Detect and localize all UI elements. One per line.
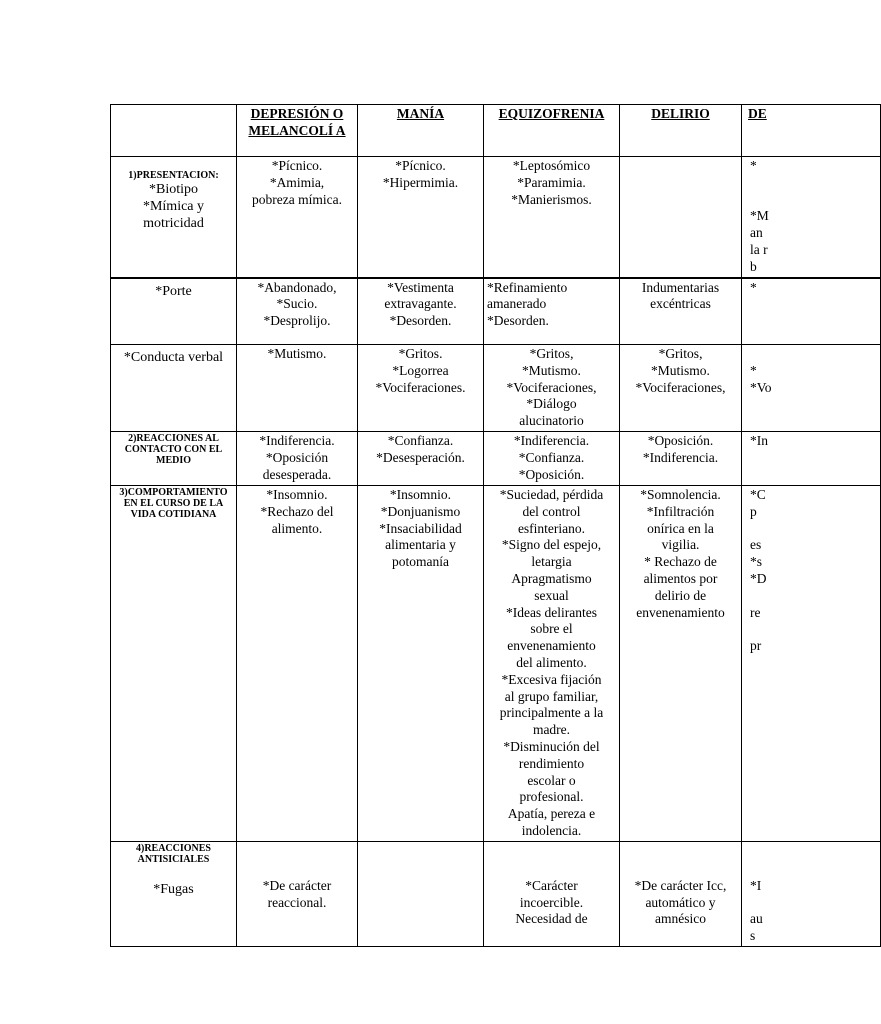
table-cell (620, 157, 742, 278)
cell-line: *Oposición (265, 449, 329, 465)
row-label-cell (111, 278, 237, 345)
header-row (111, 105, 881, 157)
cell-line: esfinteriano. (517, 520, 586, 536)
cell-line (750, 621, 877, 638)
table-cell (237, 432, 358, 486)
cell-line: *Desesperación. (376, 449, 465, 465)
header-corner (111, 105, 237, 157)
cell-line: * (750, 279, 757, 295)
cell-line: au (750, 911, 763, 927)
cell-line: *Excesiva fijación (501, 671, 602, 687)
cell-line: *Suciedad, pérdida (499, 487, 604, 503)
row-label-cell (111, 486, 237, 842)
cell-line: *De carácter (262, 877, 332, 893)
cell-line: envenenamiento (636, 604, 725, 620)
cell-line: pobreza mímica. (252, 191, 342, 207)
cell-line: *Rechazo del (260, 503, 334, 519)
cell-line (750, 175, 877, 192)
table-cell (620, 432, 742, 486)
cell-line: *Carácter (525, 877, 578, 893)
cell-line: *Vociferaciones. (375, 379, 466, 395)
cell-line: *Insaciabilidad (379, 520, 462, 536)
cell-line: profesional. (519, 789, 584, 805)
cell-line: automático y (645, 894, 716, 910)
cell-line: *Donjuanismo (380, 503, 461, 519)
cell-line: re (750, 604, 761, 620)
cell-line: *Refinamiento (487, 279, 568, 295)
cell-line: *Pícnico. (271, 158, 323, 173)
table-cell (484, 157, 620, 278)
cell-line: escolar o (527, 772, 576, 788)
cell-line: *Mutismo. (651, 362, 710, 378)
cell-line: alimentaria y (385, 537, 456, 553)
cell-line: sexual (534, 587, 569, 603)
cell-line: Indumentarias (641, 279, 720, 295)
cell-line: *Indiferencia. (513, 433, 590, 449)
table-cell (484, 841, 620, 946)
cell-line: *Indiferencia. (642, 449, 719, 465)
table-row (111, 432, 881, 486)
table-cell (358, 278, 484, 345)
cell-line: * Rechazo de (644, 554, 717, 570)
table-cell (237, 278, 358, 345)
cell-line: alucinatorio (519, 413, 584, 429)
cell-line: delirio de (654, 587, 707, 603)
cell-line: Necesidad de (515, 911, 588, 927)
cell-line (750, 521, 877, 538)
cell-line: *Mutismo. (267, 346, 327, 362)
row-label: *Conducta verbal (123, 350, 224, 366)
table-cell (358, 486, 484, 842)
table-row (111, 841, 881, 946)
section-title: 3)COMPORTAMIENTO EN EL CURSO DE LA VIDA COTIDIANA (119, 487, 228, 521)
table-row (111, 486, 881, 842)
table-cell (620, 345, 742, 432)
cell-line: s (750, 928, 756, 944)
table-cell (484, 432, 620, 486)
cell-line: alimentos por (643, 571, 718, 587)
section-title: 4)REACCIONES ANTISICIALES (135, 842, 211, 865)
table-row (111, 345, 881, 432)
cell-line: *Hipermimia. (382, 174, 459, 190)
cell-line: sobre el (530, 621, 573, 637)
table-cell (620, 486, 742, 842)
cell-line: *M (750, 208, 769, 224)
cell-line: *Gritos. (398, 346, 443, 362)
cell-line: *I (750, 877, 762, 893)
table-cell (742, 345, 881, 432)
cell-line: amnésico (655, 911, 706, 927)
cell-line (750, 346, 877, 363)
header-delirio: DELIRIO (620, 105, 742, 157)
header-mania: MANÍA (358, 105, 484, 157)
table-cell (742, 841, 881, 946)
cell-line: *Desprolijo. (263, 313, 331, 329)
table-cell (742, 486, 881, 842)
cell-line: b (750, 258, 757, 274)
cell-line: alimento. (271, 520, 323, 536)
table-cell (742, 278, 881, 345)
cell-line: *Confianza. (518, 449, 585, 465)
cell-line: envenenamiento (507, 638, 596, 654)
cell-line: *Vo (750, 379, 772, 395)
cell-line: potomanía (392, 554, 449, 570)
cell-line: *Vociferaciones, (635, 379, 726, 395)
cell-line: *Oposición. (647, 433, 714, 449)
header-depresion: DEPRESIÓN O MELANCOLÍ A (237, 105, 358, 157)
cell-line: *Mutismo. (522, 362, 581, 378)
cell-line: reaccional. (267, 894, 327, 910)
table-row (111, 278, 881, 345)
row-label-cell (111, 157, 237, 278)
cell-line: Apragmatismo (511, 571, 592, 587)
cell-line: desesperada. (262, 466, 332, 482)
table-cell (358, 345, 484, 432)
cell-line (750, 192, 877, 209)
section-title: 1)PRESENTACION: (128, 170, 219, 181)
cell-line: del control (522, 503, 581, 519)
cell-line: *Gritos, (529, 346, 574, 362)
cell-line: *Confianza. (387, 433, 454, 449)
table-cell (620, 841, 742, 946)
cell-line: *D (750, 571, 767, 587)
cell-line: Apatía, pereza e (507, 806, 596, 822)
cell-line: *Insomnio. (389, 487, 452, 503)
cell-line: *In (750, 433, 768, 449)
table-row (111, 157, 881, 278)
cell-line: *Vestimenta (387, 279, 454, 295)
cell-line: *Sucio. (276, 296, 318, 312)
cell-line: an (750, 225, 763, 241)
cell-line: letargia (531, 554, 572, 570)
cell-line: rendimiento (518, 755, 585, 771)
cell-line: *Manierismos. (511, 191, 592, 207)
cell-line: *Somnolencia. (640, 487, 721, 503)
section-title: 2)REACCIONES AL CONTACTO CON EL MEDIO (124, 433, 223, 467)
cell-line: * (750, 158, 757, 173)
cell-line: *Leptosómico (512, 158, 591, 173)
row-label: *Mímica y motricidad (142, 199, 205, 231)
table-cell (237, 841, 358, 946)
row-label-cell (111, 432, 237, 486)
row-label: *Biotipo (148, 182, 198, 197)
cell-line: al grupo familiar, (504, 688, 599, 704)
cell-line: pr (750, 638, 762, 654)
table-cell (358, 157, 484, 278)
table-cell (484, 278, 620, 345)
row-label-cell (111, 841, 237, 946)
table-cell (237, 345, 358, 432)
cell-line: *Indiferencia. (259, 433, 335, 449)
cell-line: *De carácter Icc, (634, 877, 727, 893)
cell-line: madre. (532, 722, 571, 738)
cell-line: *Gritos, (658, 346, 703, 362)
cell-line: *Amimia, (269, 174, 325, 190)
cell-line: principalmente a la (499, 705, 604, 721)
table-cell (237, 486, 358, 842)
table-cell (484, 345, 620, 432)
table-cell (484, 486, 620, 842)
table-cell (742, 432, 881, 486)
cell-line: *Insomnio. (266, 487, 328, 503)
cell-line: *Ideas delirantes (505, 604, 598, 620)
cell-line: *Signo del espejo, (501, 537, 602, 553)
cell-line: indolencia. (521, 823, 582, 838)
table-cell (358, 841, 484, 946)
cell-line: *Pícnico. (395, 158, 446, 173)
table-cell (358, 432, 484, 486)
cell-line: *Oposición. (518, 466, 585, 482)
cell-line: onírica en la (647, 520, 714, 536)
row-label: *Fugas (153, 881, 194, 897)
header-equizofrenia: EQUIZOFRENIA (484, 105, 620, 157)
cell-line: extravagante. (384, 296, 457, 312)
cell-line: es (750, 537, 762, 553)
cell-line: amanerado (487, 296, 547, 312)
row-label: *Porte (155, 283, 192, 299)
cell-line: *Vociferaciones, (506, 379, 597, 395)
cell-line: *Infiltración (646, 503, 715, 519)
cell-line: la r (750, 241, 768, 257)
cell-line: *Disminución del (503, 739, 600, 755)
cell-line: *Paramimia. (517, 174, 586, 190)
cell-line: *Diálogo (526, 396, 577, 412)
cell-line: vigilia. (661, 537, 700, 553)
table-cell (620, 278, 742, 345)
row-label-cell (111, 345, 237, 432)
cell-line: *C (750, 487, 766, 503)
comparison-table (110, 104, 881, 947)
cell-line: *Desorden. (487, 313, 549, 329)
cell-line: *Abandonado, (257, 279, 337, 295)
cell-line: p (750, 503, 757, 519)
cell-line: incoercible. (519, 894, 584, 910)
cell-line: *Desorden. (389, 313, 452, 329)
cell-line: *Logorrea (392, 362, 449, 378)
cell-line: *s (750, 554, 763, 570)
cell-line (750, 895, 877, 912)
header-de: DE (742, 105, 881, 157)
table-cell (742, 157, 881, 278)
cell-line: del alimento. (516, 655, 587, 671)
cell-line: * (750, 362, 757, 378)
cell-line: excéntricas (650, 296, 711, 312)
table-cell (237, 157, 358, 278)
cell-line (750, 588, 877, 605)
